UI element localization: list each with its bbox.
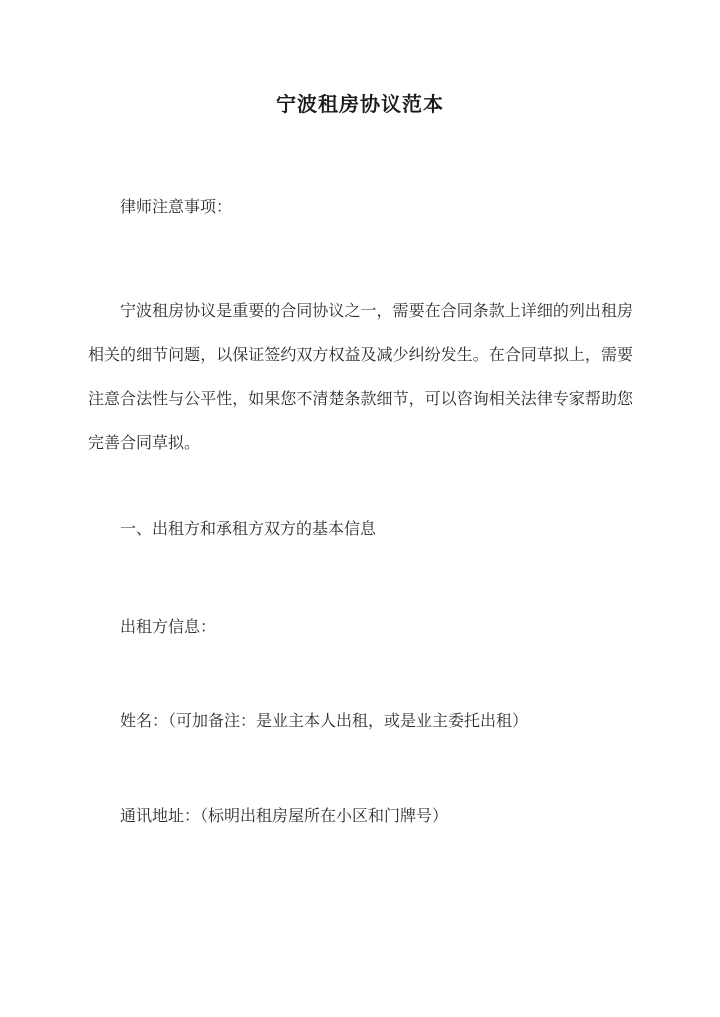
lessor-info-heading: 出租方信息：: [120, 617, 217, 636]
lawyer-note-heading: 律师注意事项：: [120, 197, 233, 216]
address-field-line: 通讯地址：（标明出租房屋所在小区和门牌号）: [120, 806, 449, 825]
lawyer-note-paragraph: 宁波租房协议是重要的合同协议之一，需要在合同条款上详细的列出租房相关的细节问题，以保证签约双方权益及减少纠纷发生。在合同草拟上，需要注意合法性与公平性，如果您不清楚条款细节，可以咨询相关法律专家帮助您完善合同草拟。: [88, 301, 633, 452]
document-title: 宁波租房协议范本: [276, 92, 444, 116]
name-field-line: 姓名：（可加备注：是业主本人出租，或是业主委托出租）: [120, 711, 529, 730]
section-heading-basic-info: 一、出租方和承租方双方的基本信息: [120, 519, 377, 538]
